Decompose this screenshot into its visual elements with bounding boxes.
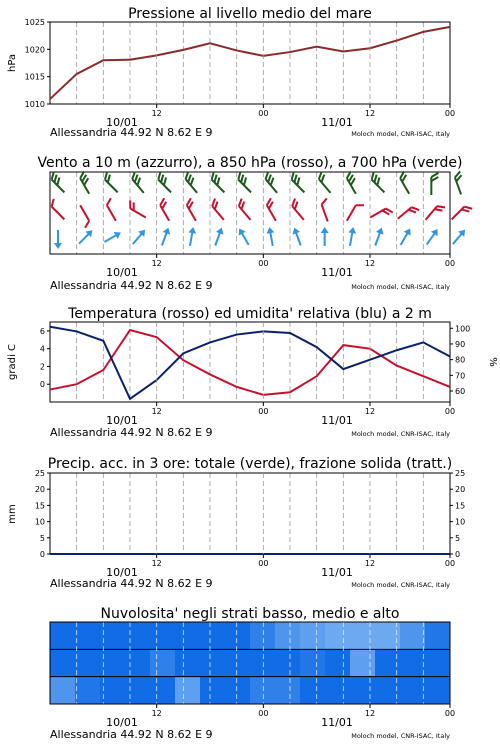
x-tick-label: 12	[151, 407, 162, 416]
wind-barb	[186, 226, 197, 246]
wind-barb	[155, 172, 176, 193]
y-tick-label: 5	[39, 533, 45, 543]
cloud-cell	[75, 677, 101, 704]
cloud-cell	[400, 677, 426, 704]
wind-arrow-head	[265, 226, 274, 233]
wind-panel	[37, 155, 462, 292]
cloud-cell	[275, 649, 301, 676]
x-tick-label: 12	[151, 709, 162, 718]
wind-arrow-head	[188, 226, 197, 233]
wind-barb	[263, 172, 283, 193]
cloud-cell	[50, 622, 76, 649]
pressure-ylabel: hPa	[7, 53, 18, 73]
cloud-cell	[350, 649, 376, 676]
x-date-label: 10/01	[106, 566, 138, 579]
humidity-line	[50, 327, 450, 399]
wind-barb	[316, 172, 336, 193]
wind-barb	[346, 226, 357, 246]
plot-frame	[50, 473, 450, 554]
wind-barb-feather	[431, 177, 438, 181]
wind-barb	[369, 172, 390, 193]
cloud-cell	[200, 677, 226, 704]
wind-barb	[372, 226, 386, 247]
y-tick-label: 25	[455, 469, 466, 478]
x-date-label: 10/01	[106, 266, 138, 279]
wind-barb-shaft	[398, 207, 412, 219]
wind-barb-feather	[127, 200, 134, 208]
wind-barb	[289, 172, 310, 193]
wind-arrow-head	[290, 226, 300, 234]
wind-arrow-head	[114, 229, 123, 239]
wind-barb	[423, 227, 440, 247]
x-date-label: 11/01	[321, 266, 353, 279]
precipitation-title: Precip. acc. in 3 ore: totale (verde), frazione solida (tratt.)	[47, 456, 453, 472]
wind-barb	[236, 199, 256, 220]
y-tick-label: 15	[34, 501, 45, 511]
wind-barb	[320, 198, 334, 221]
wind-barb-shaft	[52, 207, 65, 220]
wind-barb	[54, 230, 62, 249]
wind-arrow-head	[216, 226, 226, 234]
wind-barb	[102, 172, 123, 193]
cloud-cell	[225, 622, 251, 649]
cloud-cell	[50, 649, 76, 676]
wind-barb	[450, 227, 468, 247]
cloud-cell	[250, 649, 276, 676]
cloud-cell	[125, 649, 151, 676]
x-date-label: 11/01	[321, 716, 353, 729]
y-tick-label: 25	[34, 469, 45, 478]
wind-barb	[130, 172, 150, 193]
cloud-cell	[250, 677, 276, 704]
wind-barb-shaft	[80, 205, 89, 221]
location-label: Allessandria 44.92 N 8.62 E 9	[50, 728, 213, 741]
x-tick-label: 00	[258, 259, 269, 268]
y-tick-label: 1025	[24, 18, 45, 27]
credit-label: Moloch model, CNR-ISAC, Italy	[351, 581, 450, 589]
wind-arrow-head	[404, 226, 414, 235]
wind-barb	[212, 226, 226, 247]
wind-barb-feather	[320, 198, 328, 204]
y-tick-label: 1020	[24, 45, 45, 55]
cloud-cell	[175, 677, 201, 704]
plot-frame	[50, 22, 450, 104]
x-date-label: 10/01	[106, 116, 138, 129]
wind-arrow-head	[376, 226, 386, 234]
wind-barb	[105, 198, 122, 221]
wind-barb	[235, 172, 256, 193]
credit-label: Moloch model, CNR-ISAC, Italy	[351, 430, 450, 438]
credit-label: Moloch model, CNR-ISAC, Italy	[351, 130, 450, 138]
precipitation-panel	[7, 456, 452, 590]
cloud-cell	[175, 622, 201, 649]
x-tick-label: 12	[151, 259, 162, 268]
wind-barb	[185, 198, 202, 221]
wind-barb-shaft	[212, 206, 224, 220]
location-label: Allessandria 44.92 N 8.62 E 9	[50, 426, 213, 439]
y-tick-label: 10	[455, 517, 466, 527]
cloud-cell	[175, 649, 201, 676]
y-tick-label: 1015	[24, 72, 45, 82]
temperature-panel	[7, 306, 498, 439]
wind-barb	[49, 199, 70, 220]
cloud-cell	[200, 622, 226, 649]
y-tick-label: 1010	[24, 100, 45, 109]
cloud-cell	[250, 622, 276, 649]
wind-barb	[370, 207, 393, 224]
cloud-cell	[75, 622, 101, 649]
cloud-cell	[300, 649, 326, 676]
cloud-cell	[75, 649, 101, 676]
temperature-title: Temperatura (rosso) ed umidita' relativa (blu) a 2 m	[68, 306, 432, 322]
wind-barb-feather	[431, 173, 438, 177]
cloud-cell	[400, 649, 426, 676]
y-tick-label: 20	[455, 485, 466, 495]
wind-barb	[452, 204, 473, 225]
wind-barb-shaft	[267, 205, 276, 221]
wind-barb	[78, 171, 95, 194]
cloud-cell	[100, 677, 126, 704]
wind-barb-shaft	[452, 207, 465, 220]
wind-barb	[49, 172, 70, 193]
y-tick-label: 10	[34, 517, 45, 527]
y-tick-label: 70	[455, 371, 466, 381]
wind-barb	[321, 227, 329, 246]
x-tick-label: 00	[444, 407, 456, 416]
wind-barb	[290, 199, 310, 220]
wind-barb-shaft	[160, 205, 169, 221]
temperature-line	[50, 330, 450, 395]
wind-barb-shaft	[239, 206, 251, 220]
x-tick-label: 12	[364, 109, 376, 118]
pressure-line	[50, 27, 450, 99]
wind-barb	[210, 199, 230, 220]
wind-barb-feather	[83, 221, 91, 228]
y-tick-label: 80	[455, 355, 466, 365]
wind-barb-feather	[105, 198, 113, 205]
wind-barb	[130, 227, 148, 247]
cloud-cell	[150, 649, 176, 676]
wind-barb-shaft	[130, 209, 146, 218]
y-tick-label: 0	[39, 380, 45, 390]
x-tick-label: 12	[151, 559, 162, 568]
x-tick-label: 12	[364, 709, 376, 718]
wind-barb-shaft	[426, 206, 438, 220]
y-tick-label: 4	[39, 344, 45, 354]
cloud-cell	[200, 649, 226, 676]
cloud-cell	[350, 677, 376, 704]
cloud-cell	[425, 677, 451, 704]
humidity-ylabel: %	[487, 357, 498, 367]
x-date-label: 11/01	[321, 414, 353, 427]
cloud-cell	[300, 677, 326, 704]
wind-barb-shaft	[322, 205, 328, 222]
temperature-ylabel: gradi C	[7, 344, 18, 380]
x-tick-label: 12	[364, 259, 376, 268]
x-tick-label: 00	[444, 109, 456, 118]
wind-barb	[209, 172, 230, 193]
cloud-cell	[425, 649, 451, 676]
cloud-cell	[325, 677, 351, 704]
wind-title: Vento a 10 m (azzurro), a 850 hPa (rosso), a 700 hPa (verde)	[37, 155, 463, 171]
cloud-cell	[325, 649, 351, 676]
cloud-cell	[275, 677, 301, 704]
x-tick-label: 00	[444, 559, 456, 568]
x-tick-label: 00	[444, 709, 456, 718]
cloud-cell	[125, 622, 151, 649]
x-tick-label: 00	[258, 407, 269, 416]
y-tick-label: 2	[39, 362, 45, 372]
wind-barb-feather	[356, 202, 364, 209]
x-tick-label: 00	[258, 109, 269, 118]
wind-barb	[454, 171, 468, 194]
pressure-title: Pressione al livello medio del mare	[128, 6, 372, 22]
credit-label: Moloch model, CNR-ISAC, Italy	[351, 283, 450, 291]
x-tick-label: 00	[444, 259, 456, 268]
cloud-cell	[325, 622, 351, 649]
x-date-label: 10/01	[106, 414, 138, 427]
cloud-cell	[225, 649, 251, 676]
x-tick-label: 00	[258, 709, 269, 718]
wind-barb	[265, 198, 282, 221]
cloud-cell	[125, 677, 151, 704]
wind-barb	[431, 173, 438, 195]
location-label: Allessandria 44.92 N 8.62 E 9	[50, 577, 213, 590]
wind-arrow-head	[236, 226, 246, 235]
wind-barb	[158, 226, 172, 247]
wind-barb	[345, 171, 362, 194]
x-tick-label: 12	[151, 109, 162, 118]
wind-barb-shaft	[105, 180, 118, 193]
cloud-cell	[100, 622, 126, 649]
y-tick-label: 5	[455, 533, 461, 543]
cloud-cell	[225, 677, 251, 704]
cloud-cell	[150, 622, 176, 649]
wind-barb	[398, 171, 415, 194]
wind-barb-shaft	[400, 178, 409, 194]
y-tick-label: 100	[455, 324, 471, 334]
y-tick-label: 60	[455, 387, 466, 397]
wind-barb	[76, 227, 95, 246]
wind-barb	[347, 202, 364, 225]
x-date-label: 10/01	[106, 716, 138, 729]
wind-barb-shaft	[292, 206, 304, 220]
x-date-label: 11/01	[321, 566, 353, 579]
cloud-cell	[100, 649, 126, 676]
wind-arrow-head	[163, 226, 173, 234]
y-tick-label: 0	[39, 550, 45, 559]
y-tick-label: 15	[455, 501, 466, 511]
wind-arrow-head	[321, 227, 329, 233]
wind-barb	[102, 229, 122, 245]
wind-barb	[426, 203, 446, 224]
y-tick-label: 20	[34, 485, 45, 495]
x-tick-label: 00	[258, 559, 269, 568]
wind-barb-shaft	[370, 209, 386, 218]
cloud-cell	[425, 622, 451, 649]
wind-barb-shaft	[319, 179, 331, 193]
credit-label: Moloch model, CNR-ISAC, Italy	[351, 732, 450, 740]
cloud-cell	[150, 677, 176, 704]
y-tick-label: 6	[39, 326, 45, 336]
wind-barb	[183, 172, 203, 193]
cloud-cell	[400, 622, 426, 649]
pressure-panel	[7, 6, 450, 139]
cloud-cell	[275, 622, 301, 649]
cloud-cell	[350, 622, 376, 649]
wind-barb-shaft	[107, 205, 116, 221]
x-tick-label: 12	[364, 559, 376, 568]
cloud-cell	[300, 622, 326, 649]
wind-barb	[265, 226, 276, 246]
wind-barb	[158, 198, 175, 221]
wind-barb	[398, 205, 419, 225]
wind-barb-shaft	[347, 205, 356, 221]
location-label: Allessandria 44.92 N 8.62 E 9	[50, 279, 213, 292]
wind-arrow-head	[348, 226, 357, 233]
wind-barb	[290, 226, 304, 247]
wind-barb-shaft	[187, 205, 196, 221]
precipitation-ylabel: mm	[7, 504, 18, 524]
location-label: Allessandria 44.92 N 8.62 E 9	[50, 126, 213, 139]
y-tick-label: 90	[455, 339, 466, 349]
cloud-title: Nuvolosita' negli strati basso, medio e alto	[100, 606, 400, 622]
cloud-cell	[50, 677, 76, 704]
wind-barb	[236, 226, 252, 246]
wind-arrow-head	[54, 243, 62, 249]
wind-barb	[397, 226, 413, 246]
x-date-label: 11/01	[321, 116, 353, 129]
y-tick-label: 0	[455, 550, 461, 559]
x-tick-label: 12	[364, 407, 376, 416]
